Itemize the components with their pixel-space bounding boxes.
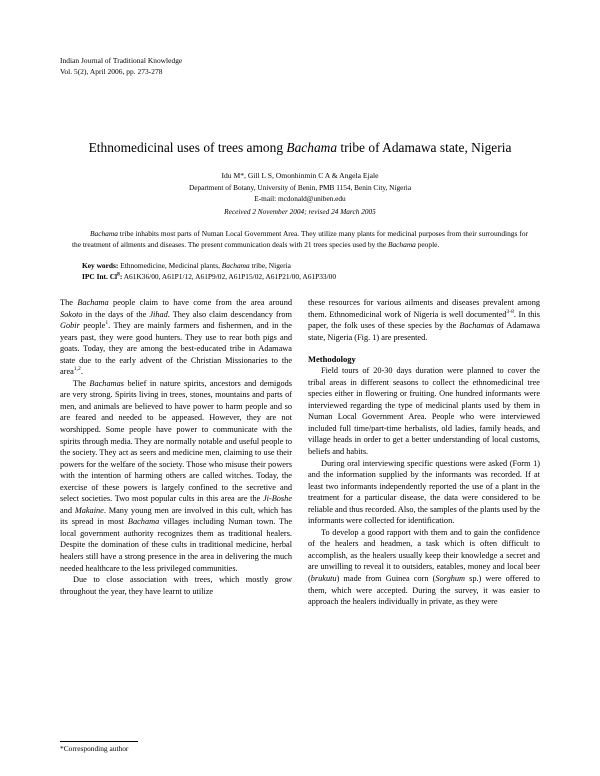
- rp4-t2: ) made from Guinea corn (: [336, 574, 436, 583]
- keywords-label: Key words:: [82, 260, 119, 270]
- keywords-block: [60, 260, 540, 282]
- rp1-t2: . In this paper, the folk uses of these species by the: [308, 309, 540, 331]
- rp4-i1: brukutu: [310, 574, 337, 583]
- lp1-t4: . They also claim descendancy from: [167, 309, 292, 319]
- right-paragraph-1: [308, 297, 540, 343]
- running-head: [60, 56, 540, 77]
- ipc-label: IPC Int. Cl: [82, 271, 118, 281]
- lp1-t5: people: [79, 321, 106, 331]
- abstract: [60, 229, 540, 251]
- left-paragraph-3: [60, 574, 292, 597]
- right-paragraph-2: [308, 365, 540, 457]
- journal-name: Indian Journal of Traditional Knowledge: [60, 56, 183, 65]
- rp1-t3: of Adamawa state, Nigeria (Fig. 1) are presented.: [308, 321, 540, 342]
- lp1-t3: in the days of the: [82, 309, 150, 319]
- lp2-t3: and: [60, 505, 75, 515]
- left-column: [60, 297, 292, 597]
- keywords-pre: Ethnomedicine, Medicinal plants,: [118, 260, 222, 270]
- lp1-i3: Jihad: [149, 309, 168, 319]
- section-heading-methodology: Methodology: [308, 354, 356, 365]
- footnote-rule: [60, 741, 138, 742]
- received-dates: Received 2 November 2004; revised 24 March 2005: [224, 206, 376, 216]
- abstract-lead-italic: Bachama: [90, 229, 118, 239]
- rp1-t1: these resources for various ailments and diseases prevalent among them. Ethnomedicinal work of Nigeria is well documented: [308, 297, 540, 319]
- keywords-post: tribe, Nigeria: [249, 260, 291, 270]
- lp2-t5: villages including Numan town. The local government authority recognizes them as traditional healers. Despite the domination of these cults in traditional medicine, herbal healers still have a strong presence in the area in delivering the much needed healthcare to the less privileged communities.: [60, 517, 293, 573]
- abstract-mid-italic: Bachama: [387, 240, 416, 250]
- lp1-t7: .: [80, 367, 83, 377]
- ipc-line: [82, 271, 528, 282]
- ipc-label-superscript: 8: [117, 271, 120, 278]
- lp1-t6: . They are mainly farmers and fishermen, and in the years past, they were good hunters. They use to rear both pigs and goats. Today, they are among the best-educated tribe in Adamawa state due to the early advent of the Christian Missionaries to the area: [60, 321, 292, 377]
- citation-ref-3-8: 3-8: [506, 308, 514, 315]
- footnote-block: [60, 741, 292, 755]
- lp2-t1: The: [73, 378, 90, 388]
- rp3-t1: During oral interviewing specific questions were asked (Form 1) and the information supplied by the informants was recorded. If at least two informants independently reported the use of a plant in the treatment for a particular disease, the data were considered to be reliable and thus recorded. Also, the samples of the plants used by the informants were collected for identification.: [308, 458, 540, 526]
- lp2-i3: Makaine: [74, 505, 104, 515]
- rp2-t1: Field tours of 20-30 days duration were planned to cover the tribal areas in different seasons to collect the ethnomedicinal tree species either in flowering or fruiting. One hundred informants were interviewed regarding the type of medicinal plants used by them in Numan Local Government Area. People who were interviewed included full time/part-time herbalists, old ladies, family heads, and village heads in order to get a better understanding of local customs, beliefs and habits.: [308, 366, 540, 456]
- lp2-i1: Bachamas: [89, 378, 124, 388]
- ipc-colon: :: [119, 271, 123, 281]
- citation-ref-1-2: 1,2: [73, 366, 81, 373]
- lp3-t1: Due to close association with trees, which mostly grow throughout the year, they have learnt to utilize: [60, 575, 292, 596]
- paper-title: [60, 139, 540, 156]
- rp4-t3: sp.) were offered to them, which were accepted. During the survey, it was easier to approach the healers individually in private, as they were: [308, 574, 540, 607]
- journal-issue: Vol. 5(2), April 2006, pp. 273-278: [60, 66, 163, 76]
- keywords-line: [82, 260, 528, 271]
- lp1-i2: Sokoto: [60, 309, 83, 319]
- title-italic-term: Bachama: [286, 140, 338, 156]
- keywords-italic: Bachama: [221, 260, 250, 270]
- rp4-t1: To develop a good rapport with them and to gain the confidence of the healers and headmen, a task which is often difficult to accomplish, as the healers usually keep their knowledge a secret and are unwilling to reveal it to outsiders, eatables, money and local beer (: [308, 527, 540, 583]
- title-part-1: Ethnomedicinal uses of trees among: [88, 140, 287, 156]
- corresponding-author-note: *Corresponding author: [60, 744, 129, 753]
- lp1-t1: The: [60, 297, 78, 307]
- ipc-codes: A61K36/00, A61P1/12, A61P9/02, A61P15/02, A61P21/00, A61P33/00: [122, 271, 337, 281]
- lp2-t4: . Many young men are involved in this cult, which has its spread in most: [60, 505, 292, 527]
- right-paragraph-4: [308, 527, 540, 608]
- left-paragraph-2: [60, 378, 292, 574]
- left-paragraph-1: [60, 297, 292, 378]
- affiliation: Department of Botany, University of Benin, PMB 1154, Benin City, Nigeria: [188, 182, 412, 192]
- lp2-t2: belief in nature spirits, ancestors and demigods are very strong. Spirits living in trees, stones, mountains and parts of men, and animals are believed to have power to harm people and so are feared and needed to be appeased. However, they are not worshipped. Some people have power to communicate with the spirits through media. They are normally notable and useful people to the society. They act as seers and medicine men, claiming to use their powers for the welfare of the society. Those who misuse their powers with the intention of harming others are called witches. Today, the exercise of these powers is largely confined to the secretive and select societies. Two most popular cults in this area are the: [60, 378, 292, 504]
- author-list: Idu M*, Gill L S, Omonhinmin C A & Angela Ejale: [221, 171, 379, 181]
- lp1-i1: Bachama: [77, 297, 109, 307]
- lp1-t2: people claim to have come from the area around: [108, 297, 292, 307]
- rp4-i2: Sorghum: [435, 574, 466, 583]
- body-columns: [60, 297, 540, 608]
- rp1-i1: Bachamas: [459, 321, 494, 331]
- lp2-i2: Ji-Boshe: [262, 494, 292, 504]
- right-column: [308, 297, 540, 608]
- lp2-i4: Bachama: [127, 517, 160, 527]
- contact-email[interactable]: E-mail: mcdonald@uniben.edu: [254, 194, 346, 204]
- abstract-text-1: tribe inhabits most parts of Numan Local Government Area. They utilize many plants for medicinal purposes from their surroundings for the treatment of ailments and diseases. The present communication deals with 21 trees species used by the: [72, 229, 528, 250]
- abstract-text-2: people.: [415, 240, 440, 250]
- title-part-2: tribe of Adamawa state, Nigeria: [337, 140, 512, 156]
- lp1-i4: Gobir: [60, 321, 80, 331]
- right-paragraph-3: [308, 458, 540, 527]
- citation-ref-1: 1: [105, 320, 109, 327]
